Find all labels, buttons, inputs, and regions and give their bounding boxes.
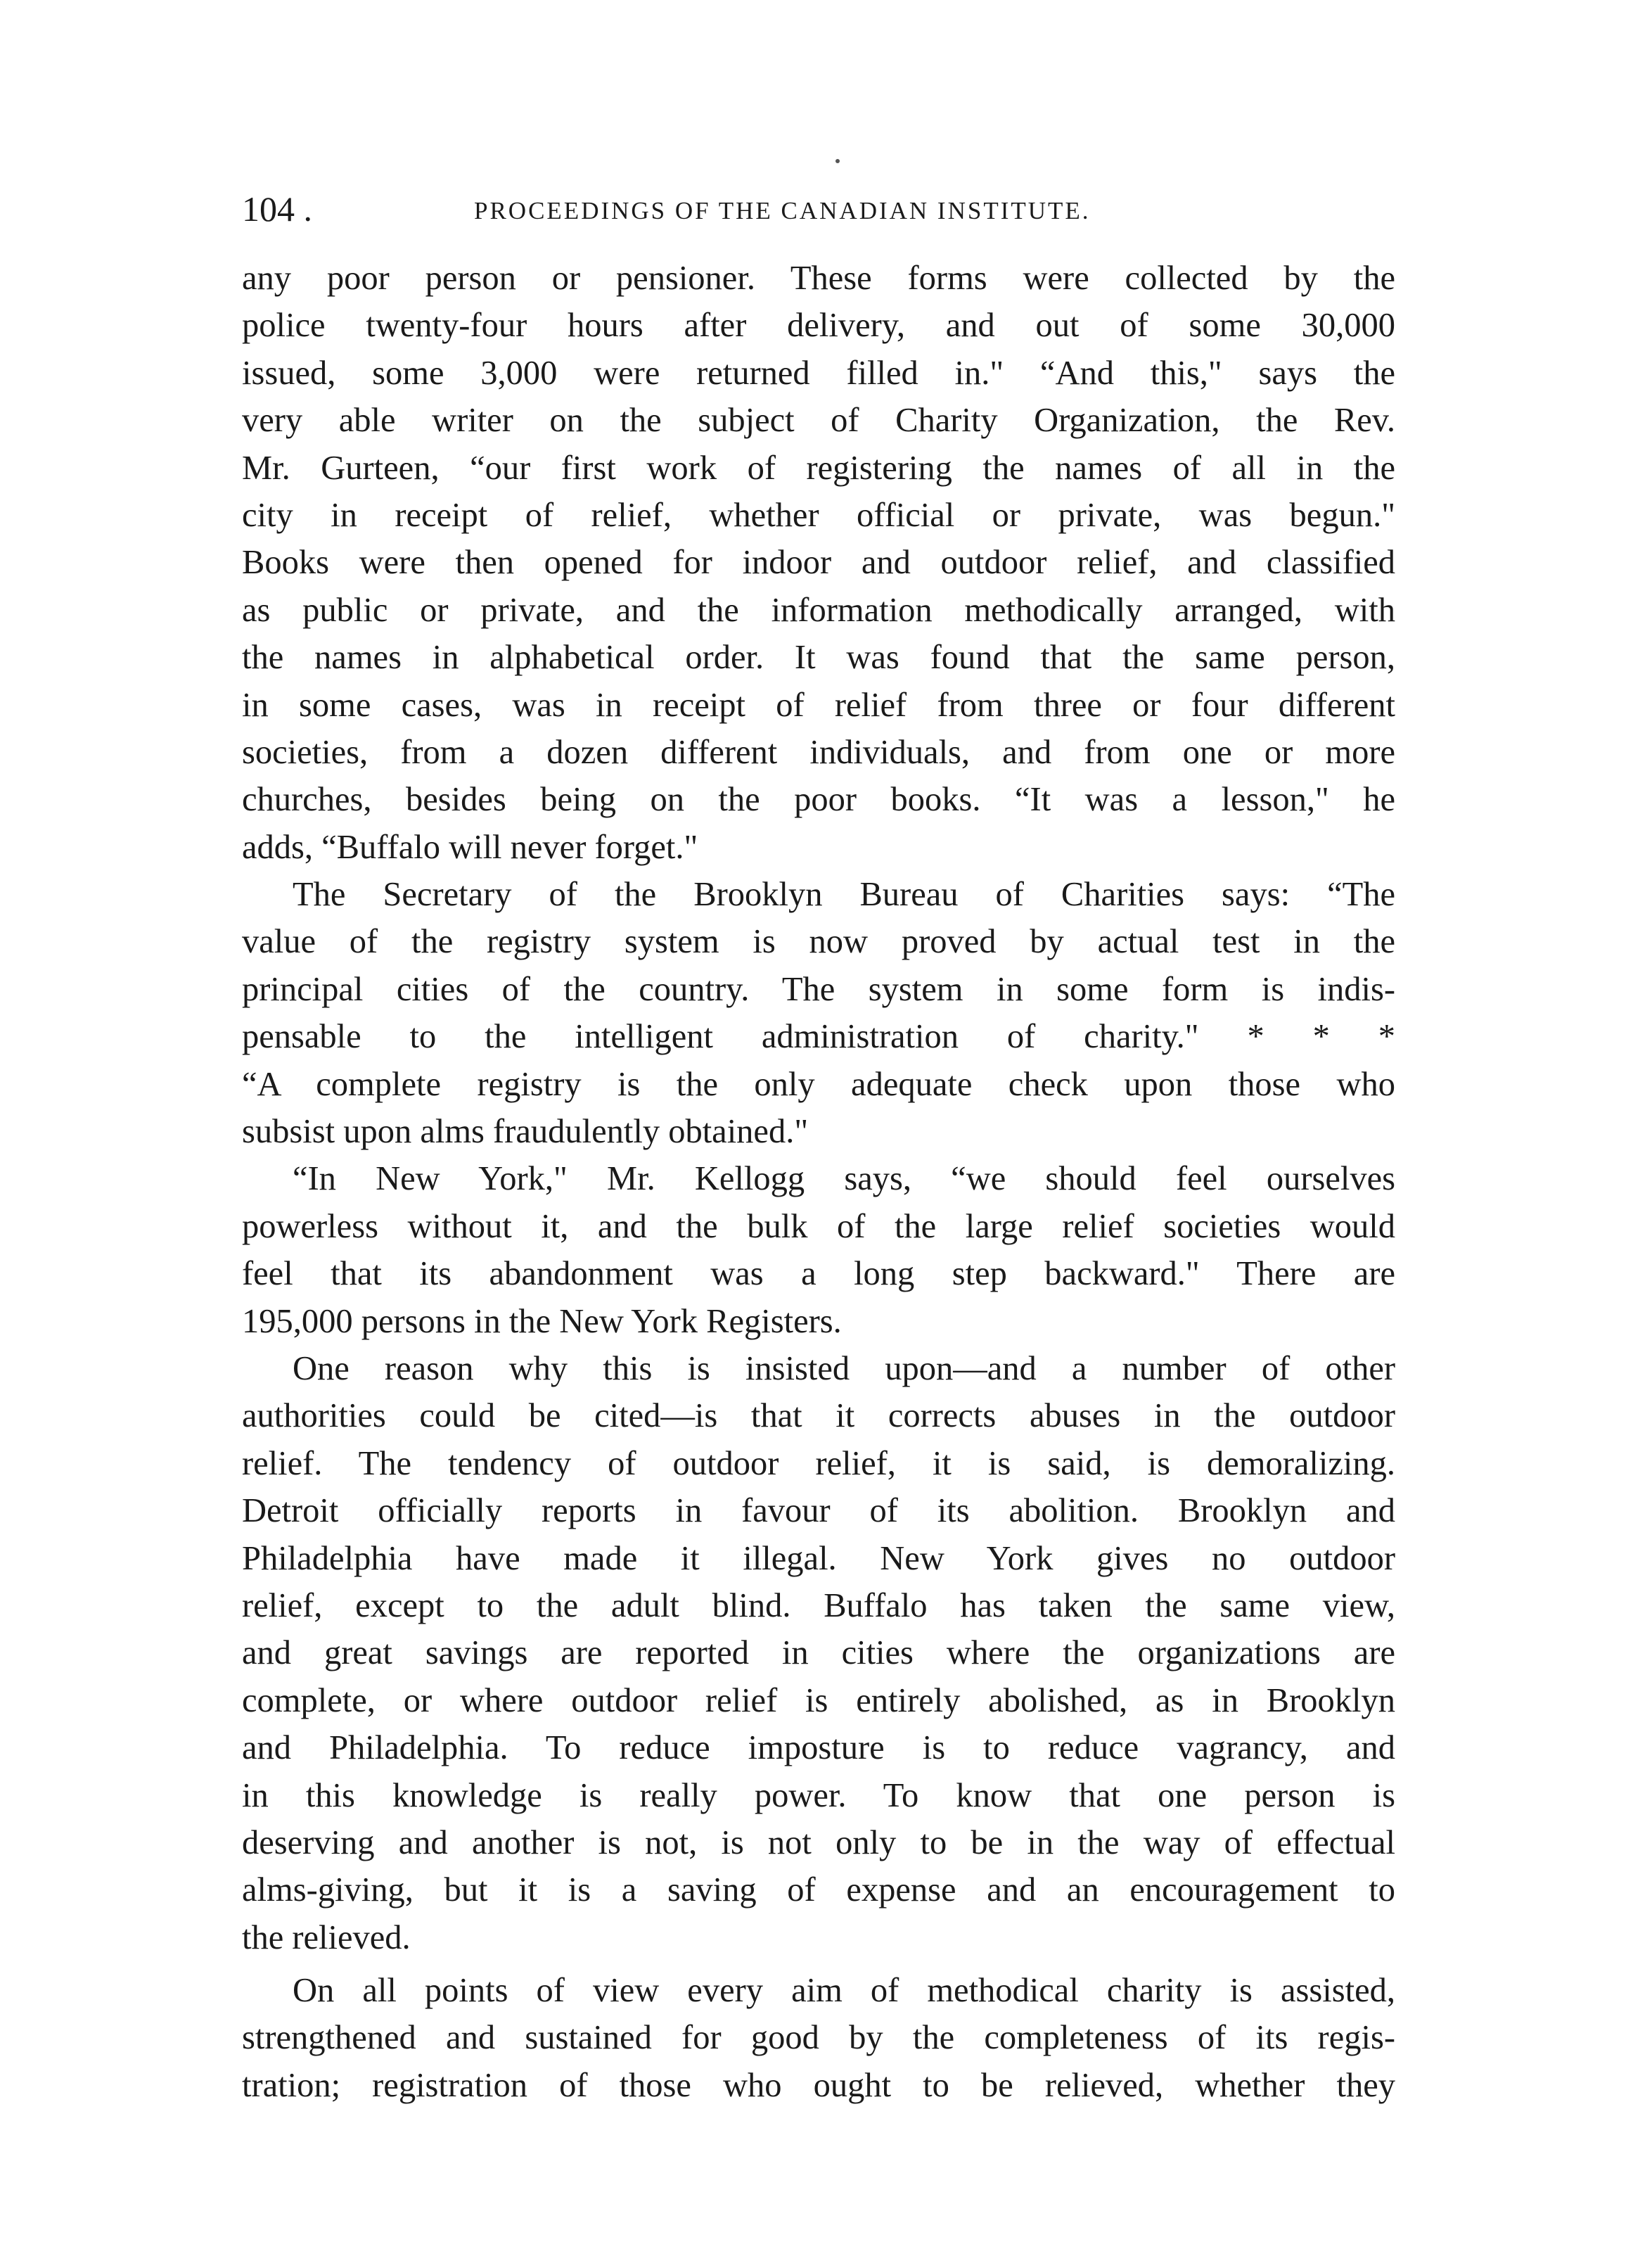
text-line: churches, besides being on the poor books. “It was a lesson," he bbox=[242, 781, 1395, 819]
text-line: alms-giving, but it is a saving of expense and an encouragement to bbox=[242, 1871, 1395, 1909]
text-line: Mr. Gurteen, “our first work of registering the names of all in the bbox=[242, 449, 1395, 487]
running-title: PROCEEDINGS OF THE CANADIAN INSTITUTE. bbox=[474, 197, 1091, 224]
text-line: and great savings are reported in cities where the organizations are bbox=[242, 1634, 1395, 1672]
text-line: “A complete registry is the only adequate check upon those who bbox=[242, 1065, 1395, 1103]
text-line: One reason why this is insisted upon—and a number of other bbox=[293, 1349, 1395, 1387]
paragraph-2 bbox=[242, 871, 1395, 1155]
text-line: city in receipt of relief, whether official or private, was begun." bbox=[242, 496, 1395, 534]
text-line: Philadelphia have made it illegal. New York gives no outdoor bbox=[242, 1539, 1395, 1577]
text-line: authorities could be cited—is that it corrects abuses in the outdoor bbox=[242, 1397, 1395, 1435]
text-line: Detroit officially reports in favour of its abolition. Brooklyn and bbox=[242, 1492, 1395, 1530]
text-line: issued, some 3,000 were returned filled in." “And this," says the bbox=[242, 354, 1395, 392]
text-line: any poor person or pensioner. These forms were collected by the bbox=[242, 260, 1395, 297]
text-line: and Philadelphia. To reduce imposture is to reduce vagrancy, and bbox=[242, 1729, 1395, 1767]
text-line: pensable to the intelligent administration of charity." * * * bbox=[242, 1018, 1395, 1056]
text-line: “In New York," Mr. Kellogg says, “we should feel ourselves bbox=[293, 1160, 1395, 1198]
text-line: relief. The tendency of outdoor relief, it is said, is demoralizing. bbox=[242, 1444, 1395, 1482]
paragraph-3 bbox=[242, 1155, 1395, 1345]
running-head bbox=[242, 184, 1395, 234]
text-line: the relieved. bbox=[242, 1918, 411, 1956]
text-line: strengthened and sustained for good by the completeness of its regis- bbox=[242, 2019, 1395, 2057]
text-line: Books were then opened for indoor and outdoor relief, and classified bbox=[242, 544, 1395, 582]
paragraph-1 bbox=[242, 255, 1395, 871]
text-line: very able writer on the subject of Charity Organization, the Rev. bbox=[242, 402, 1395, 440]
text-line: On all points of view every aim of methodical charity is assisted, bbox=[293, 1972, 1395, 2010]
text-line: police twenty-four hours after delivery, and out of some 30,000 bbox=[242, 307, 1395, 345]
text-line: tration; registration of those who ought to be relieved, whether they bbox=[242, 2066, 1395, 2104]
page-number: 104 . bbox=[242, 189, 312, 229]
text-line: value of the registry system is now proved by actual test in the bbox=[242, 923, 1395, 961]
text-line: in this knowledge is really power. To know that one person is bbox=[242, 1776, 1395, 1814]
text-line: subsist upon alms fraudulently obtained." bbox=[242, 1113, 809, 1151]
text-line: principal cities of the country. The system in some form is indis- bbox=[242, 970, 1395, 1008]
text-line: adds, “Buffalo will never forget." bbox=[242, 828, 698, 866]
text-line: feel that its abandonment was a long step backward." There are bbox=[242, 1255, 1395, 1293]
text-line: 195,000 persons in the New York Registers. bbox=[242, 1302, 842, 1340]
paragraph-5 bbox=[242, 1967, 1395, 2109]
text-line: The Secretary of the Brooklyn Bureau of Charities says: “The bbox=[293, 876, 1395, 914]
body-text bbox=[242, 255, 1395, 2109]
paragraph-4 bbox=[242, 1345, 1395, 1961]
text-line: deserving and another is not, is not only to be in the way of effectual bbox=[242, 1823, 1395, 1861]
text-line: in some cases, was in receipt of relief from three or four different bbox=[242, 686, 1395, 724]
text-line: as public or private, and the information methodically arranged, with bbox=[242, 591, 1395, 629]
text-line: the names in alphabetical order. It was found that the same person, bbox=[242, 639, 1395, 677]
text-line: powerless without it, and the bulk of the large relief societies would bbox=[242, 1207, 1395, 1245]
text-line: societies, from a dozen different individuals, and from one or more bbox=[242, 733, 1395, 771]
text-line: complete, or where outdoor relief is entirely abolished, as in Brooklyn bbox=[242, 1681, 1395, 1719]
text-line: relief, except to the adult blind. Buffalo has taken the same view, bbox=[242, 1586, 1395, 1624]
print-speck bbox=[835, 159, 840, 163]
